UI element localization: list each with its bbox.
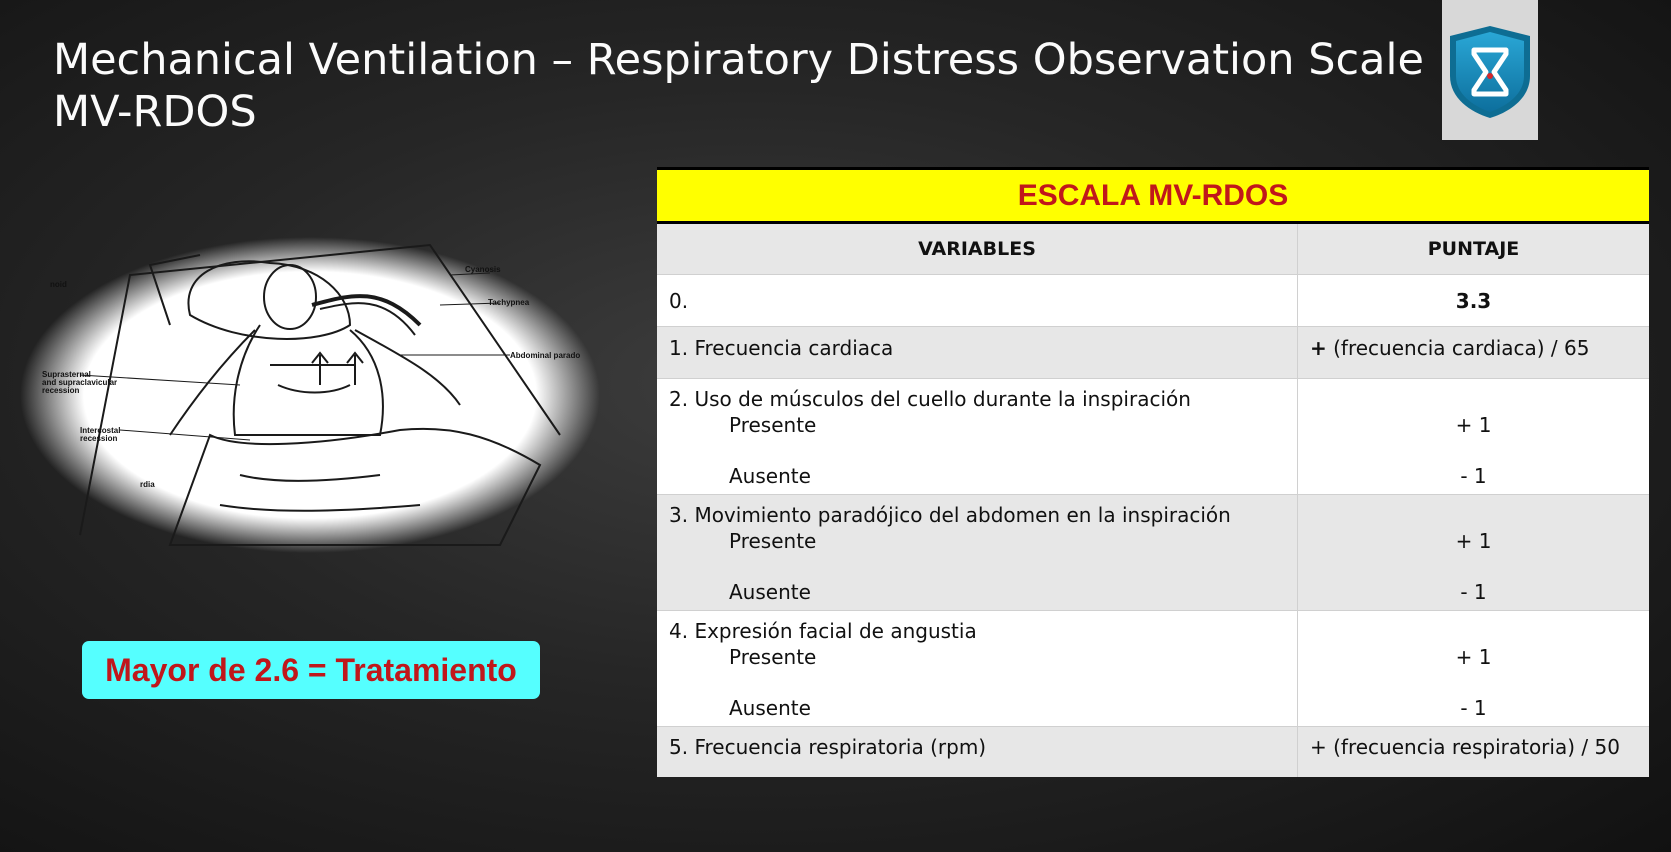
treatment-threshold-badge: Mayor de 2.6 = Tratamiento	[82, 641, 540, 699]
points-absent: - 1	[1460, 696, 1487, 720]
score-cell: 3.3	[1455, 289, 1492, 313]
label-abdominal: Abdominal parado	[510, 351, 581, 360]
patient-illustration	[20, 235, 600, 555]
label-suprasternal-1: Suprasternal	[42, 370, 91, 379]
mv-rdos-table	[657, 167, 1649, 777]
points-absent: - 1	[1460, 580, 1487, 604]
variable-label: 2. Uso de músculos del cuello durante la inspiración	[669, 387, 1191, 411]
table-row	[657, 379, 1649, 495]
points-absent: - 1	[1460, 464, 1487, 488]
score-formula: (frecuencia cardiaca) / 65	[1326, 336, 1590, 360]
label-partial-bottom: rdia	[140, 480, 155, 489]
option-absent: Ausente	[729, 580, 811, 604]
option-absent: Ausente	[729, 464, 811, 488]
table-column-headers	[657, 224, 1649, 275]
label-intercostal-2: recession	[80, 434, 118, 443]
points-present: + 1	[1455, 529, 1492, 553]
hourglass-shield-icon	[1446, 24, 1534, 120]
table-row	[657, 327, 1649, 379]
label-cyanosis: Cyanosis	[465, 265, 501, 274]
variable-cell: 1. Frecuencia cardiaca	[657, 327, 1298, 378]
option-absent: Ausente	[729, 696, 811, 720]
column-header-variables: VARIABLES	[657, 224, 1298, 274]
variable-label: 4. Expresión facial de angustia	[669, 619, 977, 643]
table-row	[657, 727, 1649, 777]
variable-cell: 5. Frecuencia respiratoria (rpm)	[657, 727, 1298, 777]
option-present: Presente	[729, 645, 817, 669]
option-present: Presente	[729, 529, 817, 553]
score-cell	[1298, 327, 1649, 378]
option-present: Presente	[729, 413, 817, 437]
table-title: ESCALA MV-RDOS	[657, 167, 1649, 224]
table-row	[657, 611, 1649, 727]
table-row	[657, 275, 1649, 327]
table-row	[657, 495, 1649, 611]
label-intercostal-1: Intercostal	[80, 426, 121, 435]
column-header-score: PUNTAJE	[1427, 238, 1520, 260]
variable-cell: 0.	[657, 275, 1298, 326]
points-present: + 1	[1455, 645, 1492, 669]
logo	[1442, 0, 1538, 140]
label-tachypnea: Tachypnea	[488, 298, 530, 307]
slide-title-line-2: MV-RDOS	[53, 87, 257, 137]
points-present: + 1	[1455, 413, 1492, 437]
label-suprasternal-3: recession	[42, 386, 80, 395]
label-partial-top: noid	[50, 280, 67, 289]
slide-title-line-1: Mechanical Ventilation – Respiratory Distress Observation Scale	[53, 35, 1424, 85]
score-cell: + (frecuencia respiratoria) / 50	[1310, 735, 1620, 759]
label-suprasternal-2: and supraclavicular	[42, 378, 118, 387]
score-plus-sign: +	[1310, 336, 1327, 360]
variable-label: 3. Movimiento paradójico del abdomen en la inspiración	[669, 503, 1231, 527]
slide-title	[53, 34, 1424, 138]
